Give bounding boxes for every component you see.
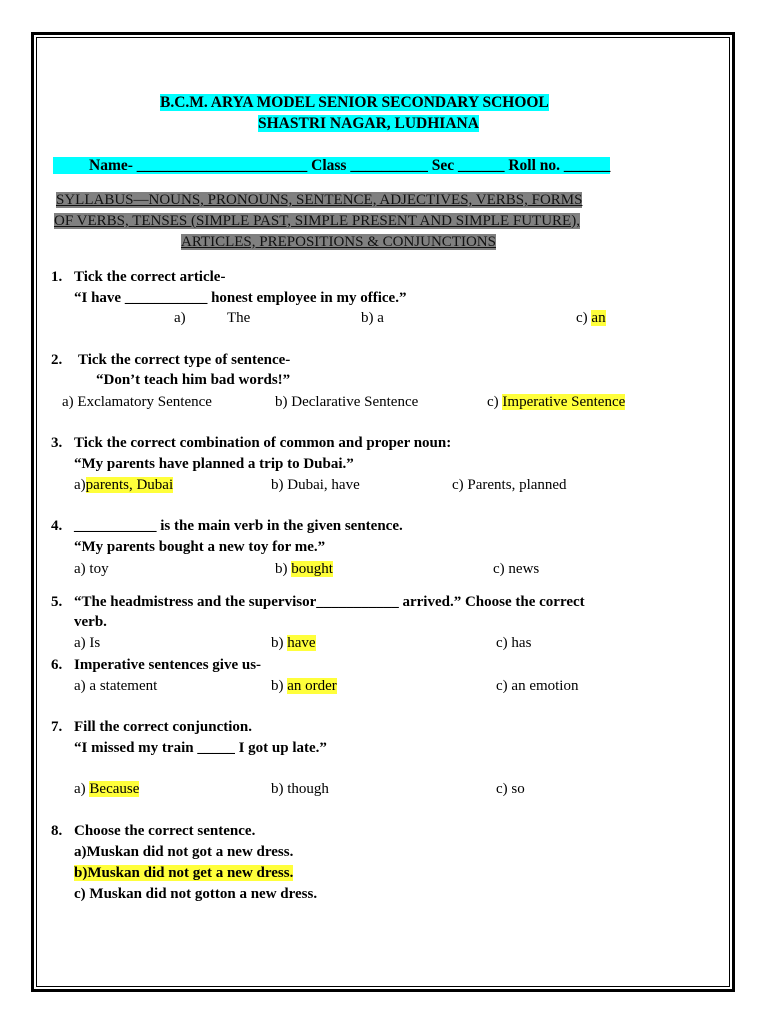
q3-option-b[interactable] [271,476,360,494]
q6-option-c-text: an emotion [511,678,579,694]
question-3-number: 3. [51,435,63,451]
q1-option-a[interactable]: The [227,310,251,326]
q4-option-c[interactable] [493,560,539,578]
question-3-prompt: Tick the correct combination of common and proper noun: [74,435,452,451]
q7-option-b[interactable] [271,780,329,798]
school-name-text: B.C.M. ARYA MODEL SENIOR SECONDARY SCHOOL [160,94,549,111]
q7-option-b-text: though [287,781,329,797]
question-4-number: 4. [51,518,63,534]
q5-option-b[interactable] [271,634,316,652]
question-5-number: 5. [51,594,63,610]
q4-option-b[interactable] [275,560,333,578]
q7-option-b-label: b) [271,781,284,797]
question-1-sentence: “I have ___________ honest employee in my office.” [74,290,407,306]
q6-option-c-label: c) [496,678,508,694]
q4-option-c-text: news [508,561,540,577]
syllabus-text-2: OF VERBS, TENSES (SIMPLE PAST, SIMPLE PRESENT AND SIMPLE FUTURE), [54,213,580,229]
q8-option-c-label: c) [74,886,86,902]
q5-option-c-text: has [511,635,532,651]
q2-option-a-text: Exclamatory Sentence [77,394,212,410]
q5-option-c-label: c) [496,635,508,651]
syllabus-text-1: SYLLABUS—NOUNS, PRONOUNS, SENTENCE, ADJECTIVES, VERBS, FORMS [56,192,583,208]
q2-option-a[interactable] [62,393,212,411]
q3-option-a-answer: parents, Dubai [85,477,174,493]
school-name [160,94,549,112]
q4-option-b-label: b) [275,561,288,577]
question-7-number: 7. [51,719,63,735]
q2-option-c-label: c) [487,394,499,410]
q6-option-a-text: a statement [89,678,158,694]
q3-option-a-label: a) [74,477,86,493]
q8-option-c-text: Muskan did not gotton a new dress. [89,886,318,902]
q8-option-a-text: Muskan did not got a new dress. [86,844,294,860]
q5-option-c[interactable] [496,634,531,652]
q3-option-a[interactable] [74,476,173,494]
question-2-sentence: “Don’t teach him bad words!” [96,372,291,388]
q8-option-a[interactable] [74,843,293,861]
q4-option-b-answer: bought [291,561,333,577]
q6-option-a[interactable] [74,677,157,695]
syllabus-text-3: ARTICLES, PREPOSITIONS & CONJUNCTIONS [181,234,496,250]
q7-option-c[interactable] [496,780,525,798]
question-3-sentence: “My parents have planned a trip to Dubai.” [74,456,354,472]
q2-option-b-text: Declarative Sentence [291,394,419,410]
q3-option-b-label: b) [271,477,284,493]
syllabus-line-2 [54,211,580,232]
q2-option-b[interactable] [275,393,418,411]
question-2-number: 2. [51,352,63,368]
q6-option-a-label: a) [74,678,86,694]
q8-option-b[interactable] [74,864,293,882]
question-1-prompt: Tick the correct article- [74,269,226,285]
q7-option-a-answer: Because [89,781,140,797]
question-7-sentence: “I missed my train _____ I got up late.” [74,740,327,756]
q2-option-c[interactable] [487,393,625,411]
question-1-number: 1. [51,269,63,285]
q7-option-c-text: so [511,781,525,797]
q7-option-c-label: c) [496,781,508,797]
school-location [258,115,479,133]
q5-option-a-label: a) [74,635,86,651]
syllabus-line-1 [56,190,582,211]
q7-option-a[interactable] [74,780,139,798]
q1-option-b[interactable]: b) a [361,310,384,326]
question-6-number: 6. [51,657,63,673]
question-2-prompt: Tick the correct type of sentence- [78,352,291,368]
q8-option-c[interactable] [74,885,317,903]
q5-option-a[interactable] [74,634,100,652]
question-7-prompt: Fill the correct conjunction. [74,719,253,735]
question-8-number: 8. [51,823,63,839]
q3-option-b-text: Dubai, have [287,477,360,493]
q3-option-c-text: Parents, planned [467,477,567,493]
question-4-sentence: “My parents bought a new toy for me.” [74,539,326,555]
q1-option-a-label[interactable]: a) [174,310,186,326]
q6-option-c[interactable] [496,677,578,695]
q5-option-a-text: Is [89,635,101,651]
question-8-prompt: Choose the correct sentence. [74,823,256,839]
question-6-prompt: Imperative sentences give us- [74,657,262,673]
q1-option-c-answer: an [591,310,606,326]
q8-option-a-label: a) [74,844,87,860]
q1-option-c[interactable] [576,309,606,327]
q8-option-b-answer [74,865,293,881]
q5-option-b-label: b) [271,635,284,651]
q6-option-b-answer: an order [287,678,337,694]
q2-option-c-answer: Imperative Sentence [502,394,626,410]
q8-option-b-label: b) [74,865,88,881]
q4-option-a[interactable] [74,560,109,578]
student-info-line [53,157,610,175]
syllabus-line-3 [181,232,496,253]
question-4-prompt: ___________ is the main verb in the given sentence. [74,518,403,534]
q8-option-b-text: Muskan did not get a new dress. [87,865,294,881]
q4-option-c-label: c) [493,561,505,577]
q6-option-b-label: b) [271,678,284,694]
school-location-text: SHASTRI NAGAR, LUDHIANA [258,115,479,132]
question-5-prompt: “The headmistress and the supervisor___________ arrived.” Choose the correct [74,594,585,610]
q3-option-c-label: c) [452,477,464,493]
q7-option-a-label: a) [74,781,86,797]
q3-option-c[interactable] [452,476,567,494]
q6-option-b[interactable] [271,677,337,695]
student-info-text: Name- ______________________ Class __________ Sec ______ Roll no. ______ [53,157,610,174]
q2-option-b-label: b) [275,394,288,410]
q4-option-a-text: toy [89,561,109,577]
q2-option-a-label: a) [62,394,74,410]
q4-option-a-label: a) [74,561,86,577]
q5-option-b-answer: have [287,635,316,651]
q1-option-c-label: c) [576,310,588,326]
question-5-prompt-cont: verb. [74,614,107,630]
